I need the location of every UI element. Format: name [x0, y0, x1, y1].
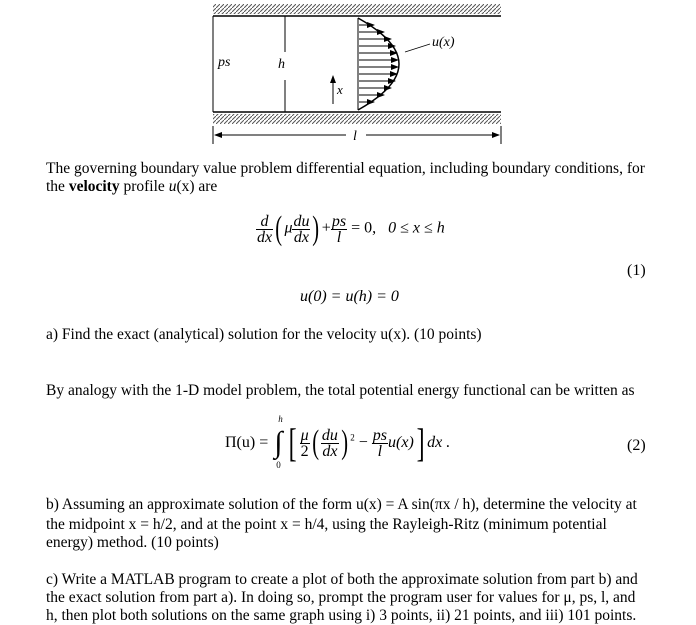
eq2-mu-2: $\frac{\mu}{2}$ [300, 426, 309, 460]
u-leader-line [405, 44, 430, 52]
boundary-conditions: u(0) = u(h) = 0 [300, 288, 399, 305]
eq1-d-dx: $\frac{d}{dx}$ [257, 212, 273, 246]
intro-line-2: the velocity profile u(x) are [46, 178, 218, 195]
equation-2-number: (2) [627, 437, 646, 454]
part-b-line-2: the midpoint x = h/2, and at the point x = h/4, using the Rayleigh-Ritz (minimum potential [46, 516, 607, 533]
equation-2: Π(u) = ∫ h 0 [ $\frac{\mu}{2}$ ( $\frac{du}{dx}$ ) $^2$ − $\frac{ps}{l}$ u(x)] dx . [225, 414, 451, 470]
eq2-integral: ∫ h 0 [274, 414, 283, 470]
part-b-line-1: b) Assuming an approximate solution of the form u(x) = A sin(πx / h), determine the velocity at [46, 496, 637, 513]
equation-1-number: (1) [627, 262, 646, 279]
label-x: x [337, 82, 343, 97]
label-u: u(x) [432, 35, 455, 50]
eq1-domain: 0 ≤ x ≤ h [388, 219, 445, 237]
label-l: l [353, 129, 357, 144]
analogy-text: By analogy with the 1-D model problem, the total potential energy functional can be written as [46, 382, 635, 399]
channel-flow-figure [0, 0, 696, 160]
eq2-du-dx: $\frac{du}{dx}$ [321, 426, 338, 460]
eq1-du-dx: $\frac{du}{dx}$ [293, 212, 310, 246]
eq1-ps-l: $\frac{ps}{l}$ [331, 212, 347, 246]
top-wall-hatch [213, 4, 501, 14]
label-ps: ps [218, 55, 231, 70]
part-a: a) Find the exact (analytical) solution for the velocity u(x). (10 points) [46, 326, 482, 343]
equation-1: $\frac{d}{dx}$ ( μ $\frac{du}{dx}$ ) + $\frac{ps}{l}$ = 0, 0 ≤ x ≤ h [257, 210, 445, 247]
part-c-line-2: the exact solution from part a). In doing so, prompt the program user for values for μ, ps, l, and [46, 589, 636, 606]
part-b-line-3: energy) method. (10 points) [46, 534, 219, 551]
part-c-line-1: c) Write a MATLAB program to create a plot of both the approximate solution from part b) and [46, 571, 638, 588]
velocity-bold: velocity [68, 178, 120, 195]
velocity-arrows [359, 25, 398, 102]
eq2-ps-l: $\frac{ps}{l}$ [372, 426, 388, 460]
part-c-line-3: h, then plot both solutions on the same graph using i) 3 points, ii) 21 points, and iii) 101 points. [46, 607, 637, 624]
intro-line-1: The governing boundary value problem differential equation, including boundary conditions, for [46, 160, 645, 177]
label-h: h [278, 57, 285, 72]
eq2-lhs: Π(u) = [225, 434, 269, 451]
bottom-wall-hatch [213, 114, 501, 124]
